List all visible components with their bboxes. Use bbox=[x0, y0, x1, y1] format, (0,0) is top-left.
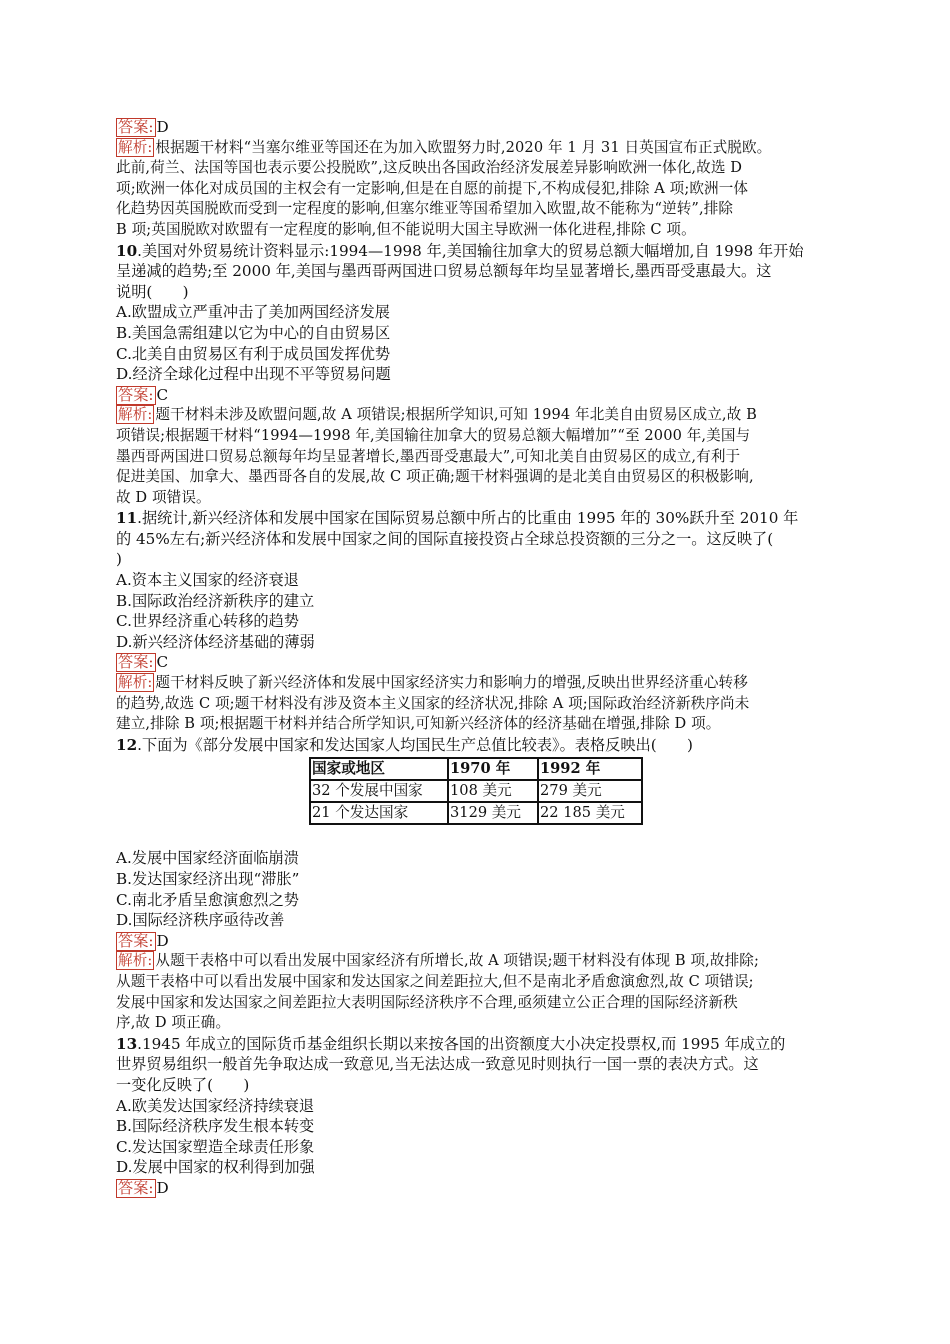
q11-option-d: D.新兴经济体经济基础的薄弱 bbox=[116, 632, 315, 651]
q13-option-d: D.发展中国家的权利得到加强 bbox=[116, 1158, 315, 1177]
q12-option-a: A.发展中国家经济面临崩溃 bbox=[116, 849, 299, 868]
q13-stem: 13.1945 年成立的国际货币基金组织长期以来按各国的出资额度大小决定投票权,而 1995 年成立的 bbox=[116, 1034, 786, 1053]
q10-stem: 说明( ) bbox=[116, 282, 189, 301]
q13-stem: 世界贸易组织一般首先争取达成一致意见,当无法达成一致意见时则执行一国一票的表决方式。这 bbox=[116, 1055, 759, 1074]
q11-answer: 答案: C bbox=[118, 653, 169, 672]
q12-analysis-line: 发展中国家和发达国家之间差距拉大表明国际经济秩序不合理,亟须建立公正合理的国际经济新秩 bbox=[116, 993, 738, 1011]
q10-analysis-line: 项错误;根据题干材料“1994—1998 年,美国输往加拿大的贸易总额大幅增加”“至 2000 年,美国与 bbox=[116, 426, 751, 444]
q10-stem: 10.美国对外贸易统计资料显示:1994—1998 年,美国输往加拿大的贸易总额大幅增加,自 1998 年开始 bbox=[116, 241, 804, 260]
answer-tag: 答案: bbox=[118, 385, 154, 404]
q12-analysis-line: 序,故 D 项正确。 bbox=[116, 1014, 231, 1032]
analysis-tag: 解析: bbox=[118, 406, 153, 424]
q12-analysis-line: 从题干表格中可以看出发展中国家和发达国家之间差距拉大,但不是南北矛盾愈演愈烈,故 C 项错误; bbox=[116, 972, 754, 990]
table-header-row bbox=[310, 758, 642, 780]
analysis-tag: 解析: bbox=[118, 674, 153, 692]
document-page bbox=[116, 117, 836, 1199]
gnp-comparison-table bbox=[309, 757, 643, 825]
q10-option-b: B.美国急需组建以它为中心的自由贸易区 bbox=[116, 323, 391, 342]
q11-analysis-line: 的趋势,故选 C 项;题干材料没有涉及资本主义国家的经济状况,排除 A 项;国际政治经济新秩序尚未 bbox=[116, 694, 750, 712]
q10-option-d: D.经济全球化过程中出现不平等贸易问题 bbox=[116, 365, 391, 384]
q9-analysis-line: 项;欧洲一体化对成员国的主权会有一定影响,但是在自愿的前提下,不构成侵犯,排除 A 项;欧洲一体 bbox=[116, 179, 749, 197]
table-cell: 22 185 美元 bbox=[538, 802, 642, 824]
answer-tag: 答案: bbox=[118, 1178, 154, 1197]
q11-stem: 11.据统计,新兴经济体和发展中国家在国际贸易总额中所占的比重由 1995 年的 30%跃升至 2010 年 bbox=[116, 509, 799, 528]
q13-stem: 一变化反映了( ) bbox=[116, 1075, 250, 1094]
analysis-tag: 解析: bbox=[118, 138, 153, 156]
q12-option-b: B.发达国家经济出现“滞胀” bbox=[116, 870, 300, 888]
q10-option-c: C.北美自由贸易区有利于成员国发挥优势 bbox=[116, 344, 391, 363]
q9-analysis-line: 解析: 根据题干材料“当塞尔维亚等国还在为加入欧盟努力时,2020 年 1 月 31 日英国宣布正式脱欧。 bbox=[118, 138, 772, 156]
answer-tag: 答案: bbox=[118, 653, 154, 672]
q12-analysis-line: 解析: 从题干表格中可以看出发展中国家经济有所增长,故 A 项错误;题干材料没有体现 B 项,故排除; bbox=[118, 952, 760, 970]
q9-analysis-line: 化趋势因英国脱欧而受到一定程度的影响,但塞尔维亚等国希望加入欧盟,故不能称为“逆转”,排除 bbox=[116, 200, 734, 218]
q9-answer: 答案: D bbox=[118, 118, 169, 136]
question-number: 13 bbox=[116, 1034, 138, 1053]
q13-answer: 答案: D bbox=[118, 1178, 169, 1197]
q10-option-a: A.欧盟成立严重冲击了美加两国经济发展 bbox=[116, 303, 390, 322]
table-cell: 108 美元 bbox=[448, 780, 538, 802]
table-cell: 3129 美元 bbox=[448, 802, 538, 824]
q11-option-b: B.国际政治经济新秩序的建立 bbox=[116, 591, 315, 610]
q13-option-a: A.欧美发达国家经济持续衰退 bbox=[116, 1096, 315, 1115]
question-number: 12 bbox=[116, 735, 138, 754]
q12-stem: 12.下面为《部分发展中国家和发达国家人均国民生产总值比较表》。表格反映出( ) bbox=[116, 735, 693, 754]
q13-option-c: C.发达国家塑造全球责任形象 bbox=[116, 1137, 315, 1156]
q10-analysis-line: 促进美国、加拿大、墨西哥各自的发展,故 C 项正确;题干材料强调的是北美自由贸易区的积极影响, bbox=[116, 468, 754, 486]
q10-analysis-line: 解析: 题干材料未涉及欧盟问题,故 A 项错误;根据所学知识,可知 1994 年北美自由贸易区成立,故 B bbox=[118, 406, 757, 424]
table-row bbox=[310, 802, 642, 824]
q12-option-c: C.南北矛盾呈愈演愈烈之势 bbox=[116, 890, 299, 909]
answer-tag: 答案: bbox=[118, 931, 154, 950]
q9-analysis-line: 此前,荷兰、法国等国也表示要公投脱欧”,这反映出各国政治经济发展差异影响欧洲一体化,故选 D bbox=[116, 159, 743, 177]
answer-tag: 答案: bbox=[118, 118, 154, 136]
q11-analysis-line: 解析: 题干材料反映了新兴经济体和发展中国家经济实力和影响力的增强,反映出世界经济重心转移 bbox=[118, 674, 748, 692]
q13-option-b: B.国际经济秩序发生根本转变 bbox=[116, 1117, 315, 1136]
q11-stem: 的 45%左右;新兴经济体和发展中国家之间的国际直接投资占全球总投资额的三分之一。这反映了( bbox=[116, 529, 774, 548]
table-header-cell: 国家或地区 bbox=[310, 758, 448, 780]
table-cell: 32 个发展中国家 bbox=[310, 780, 448, 802]
q12-answer: 答案: D bbox=[118, 931, 169, 950]
q11-stem: ) bbox=[116, 550, 122, 569]
question-number: 11 bbox=[116, 509, 138, 528]
q10-analysis-line: 墨西哥两国进口贸易总额每年均呈显著增长,墨西哥受惠最大”,可知北美自由贸易区的成立,有利于 bbox=[116, 447, 741, 465]
table-row bbox=[310, 780, 642, 802]
q11-option-c: C.世界经济重心转移的趋势 bbox=[116, 612, 299, 631]
analysis-tag: 解析: bbox=[118, 952, 153, 970]
q9-analysis-line: B 项;英国脱欧对欧盟有一定程度的影响,但不能说明大国主导欧洲一体化进程,排除 C 项。 bbox=[116, 220, 696, 238]
spacer bbox=[116, 825, 836, 848]
q10-answer: 答案: C bbox=[118, 385, 169, 404]
q10-stem: 呈递减的趋势;至 2000 年,美国与墨西哥两国进口贸易总额每年均呈显著增长,墨西哥受惠最大。这 bbox=[116, 262, 772, 281]
question-number: 10 bbox=[116, 241, 138, 260]
table-header-cell: 1970 年 bbox=[448, 758, 538, 780]
q11-analysis-line: 建立,排除 B 项;根据题干材料并结合所学知识,可知新兴经济体的经济基础在增强,排除 D 项。 bbox=[116, 715, 721, 733]
table-cell: 279 美元 bbox=[538, 780, 642, 802]
q10-analysis-line: 故 D 项错误。 bbox=[116, 488, 211, 506]
table-header-cell: 1992 年 bbox=[538, 758, 642, 780]
q11-option-a: A.资本主义国家的经济衰退 bbox=[116, 571, 299, 590]
q12-option-d: D.国际经济秩序亟待改善 bbox=[116, 911, 285, 930]
table-cell: 21 个发达国家 bbox=[310, 802, 448, 824]
